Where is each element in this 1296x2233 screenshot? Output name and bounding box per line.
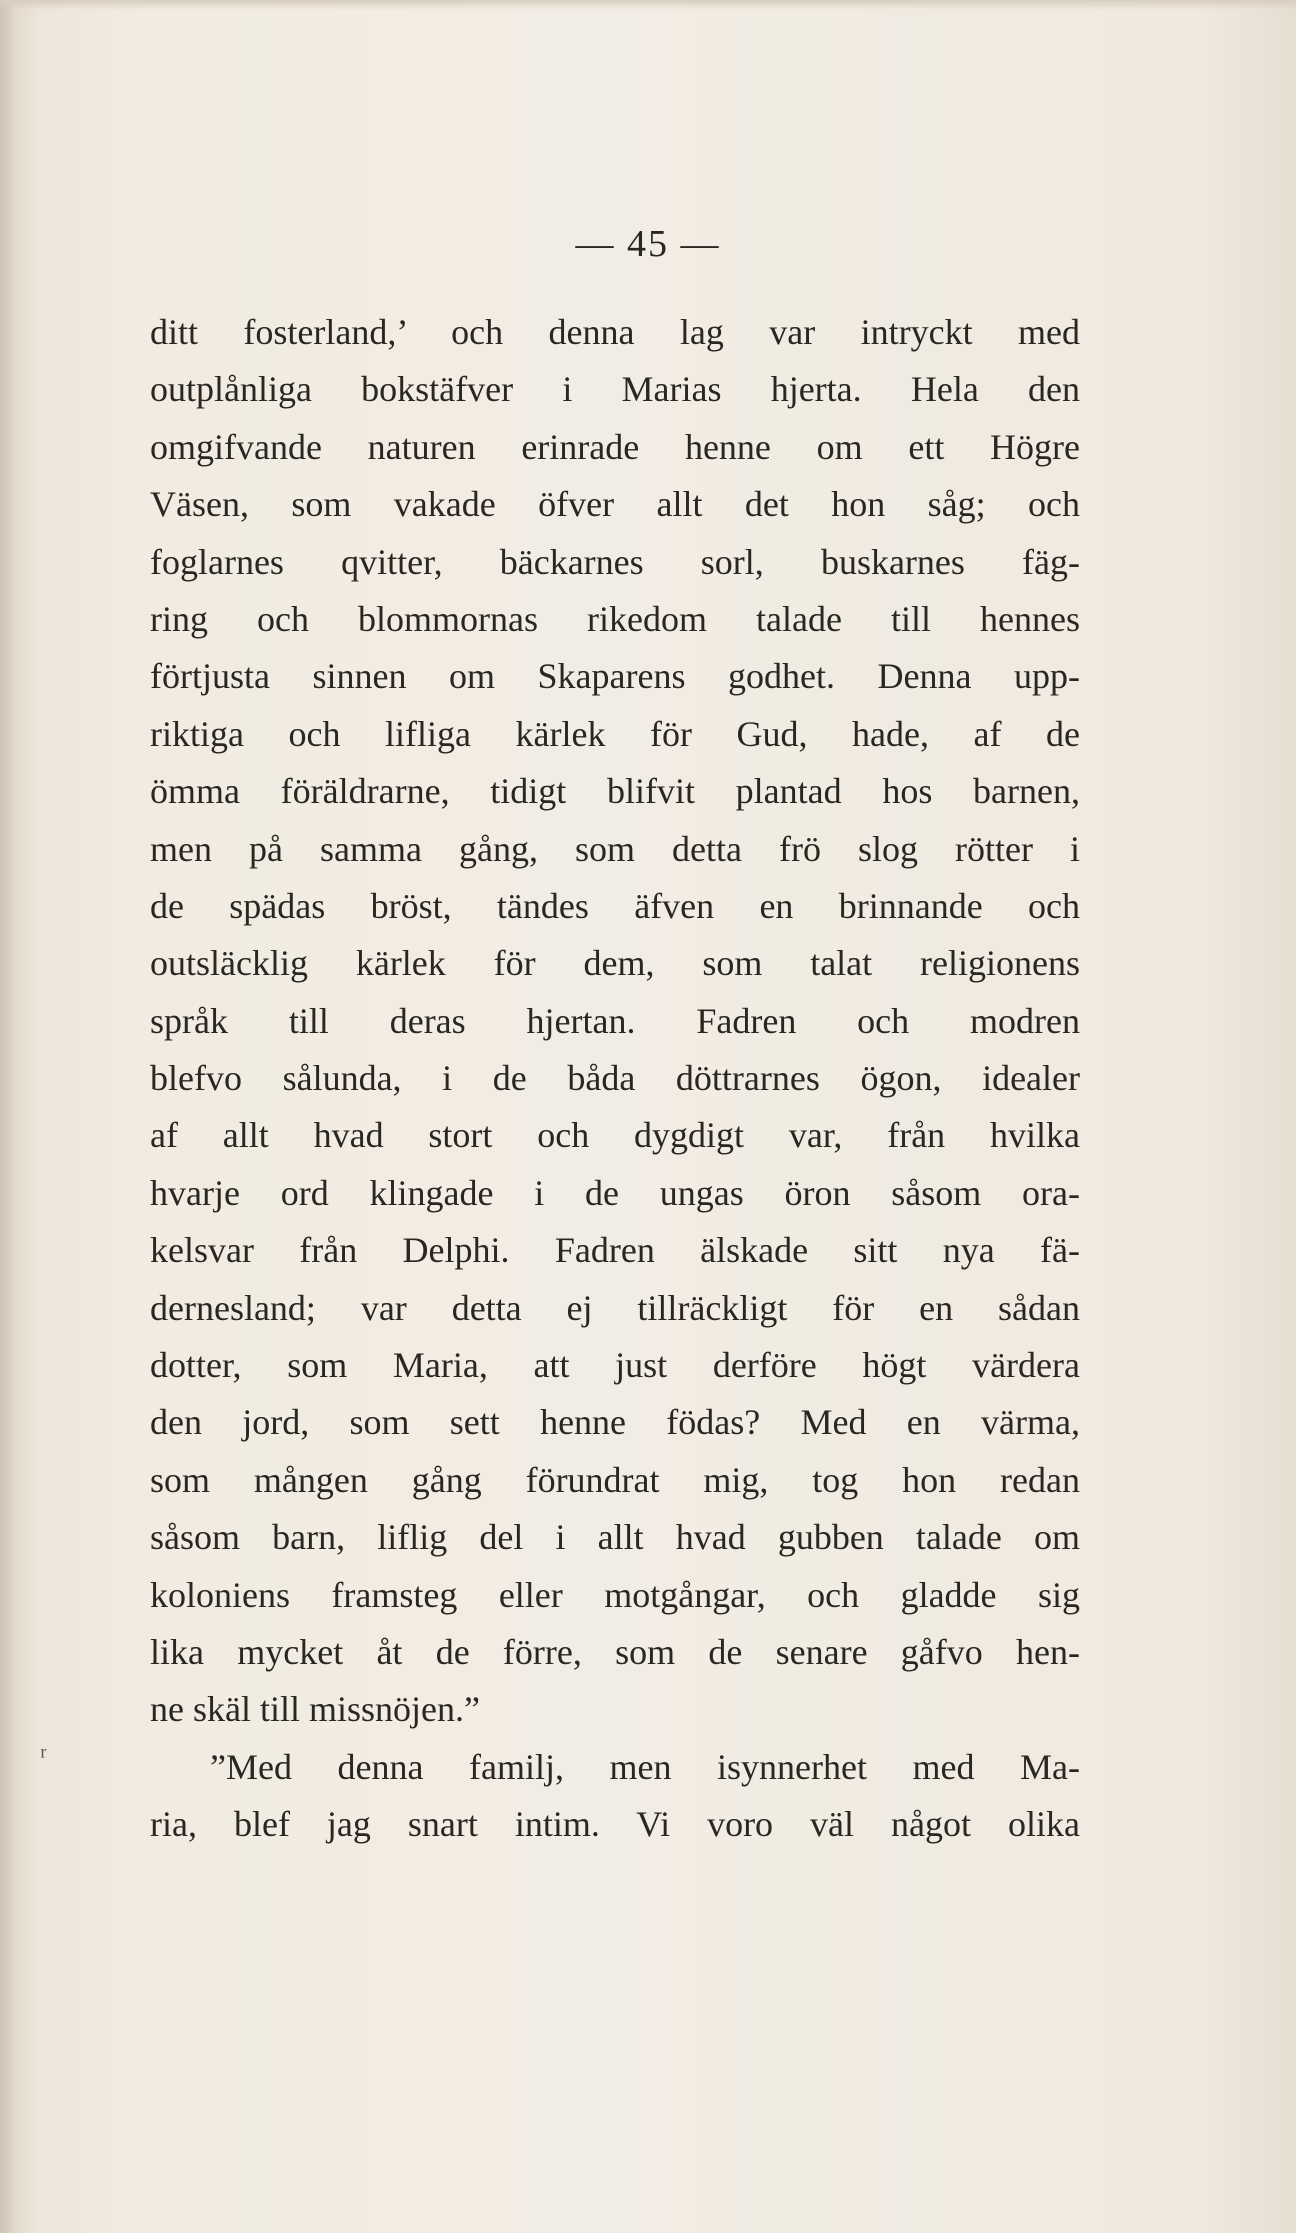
text-line: såsom barn, liflig del i allt hvad gubben talade om bbox=[150, 1517, 1080, 1558]
page-top-shadow bbox=[0, 0, 1296, 10]
text-line: språk till deras hjertan. Fadren och modren bbox=[150, 1000, 1080, 1041]
text-line: omgifvande naturen erinrade henne om ett Högre bbox=[150, 426, 1080, 467]
text-line: Väsen, som vakade öfver allt det hon såg; och bbox=[150, 484, 1080, 525]
text-line: hvarje ord klingade i de ungas öron såsom ora- bbox=[150, 1172, 1080, 1213]
text-line: ring och blommornas rikedom talade till hennes bbox=[150, 598, 1080, 639]
body-text bbox=[150, 304, 1080, 1854]
text-line: dotter, som Maria, att just derföre högt värdera bbox=[150, 1345, 1080, 1386]
text-line: ne skäl till missnöjen.” bbox=[150, 1689, 480, 1730]
page-left-shadow bbox=[0, 0, 14, 2233]
text-line: riktiga och lifliga kärlek för Gud, hade, af de bbox=[150, 713, 1080, 754]
page-number: — 45 — bbox=[575, 223, 721, 265]
text-line: som mången gång förundrat mig, tog hon redan bbox=[150, 1459, 1080, 1500]
text-line: af allt hvad stort och dygdigt var, från hvilka bbox=[150, 1115, 1080, 1156]
text-line: outplånliga bokstäfver i Marias hjerta. Hela den bbox=[150, 369, 1080, 410]
text-line: ömma föräldrarne, tidigt blifvit plantad hos barnen, bbox=[150, 771, 1080, 812]
text-line: förtjusta sinnen om Skaparens godhet. Denna upp- bbox=[150, 656, 1080, 697]
text-line: blefvo sålunda, i de båda döttrarnes ögon, idealer bbox=[150, 1058, 1080, 1099]
text-line: ria, blef jag snart intim. Vi voro väl något olika bbox=[150, 1804, 1080, 1845]
text-line: foglarnes qvitter, bäckarnes sorl, buskarnes fäg- bbox=[150, 541, 1080, 582]
text-line: lika mycket åt de förre, som de senare gåfvo hen- bbox=[150, 1631, 1080, 1672]
text-line: ”Med denna familj, men isynnerhet med Ma- bbox=[210, 1746, 1080, 1787]
text-line: outsläcklig kärlek för dem, som talat religionens bbox=[150, 943, 1080, 984]
text-line: kelsvar från Delphi. Fadren älskade sitt nya fä- bbox=[150, 1230, 1080, 1271]
text-line: men på samma gång, som detta frö slog rötter i bbox=[150, 828, 1080, 869]
text-line: de spädas bröst, tändes äfven en brinnande och bbox=[150, 885, 1080, 926]
text-line: den jord, som sett henne födas? Med en värma, bbox=[150, 1402, 1080, 1443]
margin-mark-icon: ʳ bbox=[40, 1740, 47, 1773]
text-line: dernesland; var detta ej tillräckligt för en sådan bbox=[150, 1287, 1080, 1328]
text-line: koloniens framsteg eller motgångar, och gladde sig bbox=[150, 1574, 1080, 1615]
text-line: ditt fosterland,’ och denna lag var intryckt med bbox=[150, 312, 1080, 352]
